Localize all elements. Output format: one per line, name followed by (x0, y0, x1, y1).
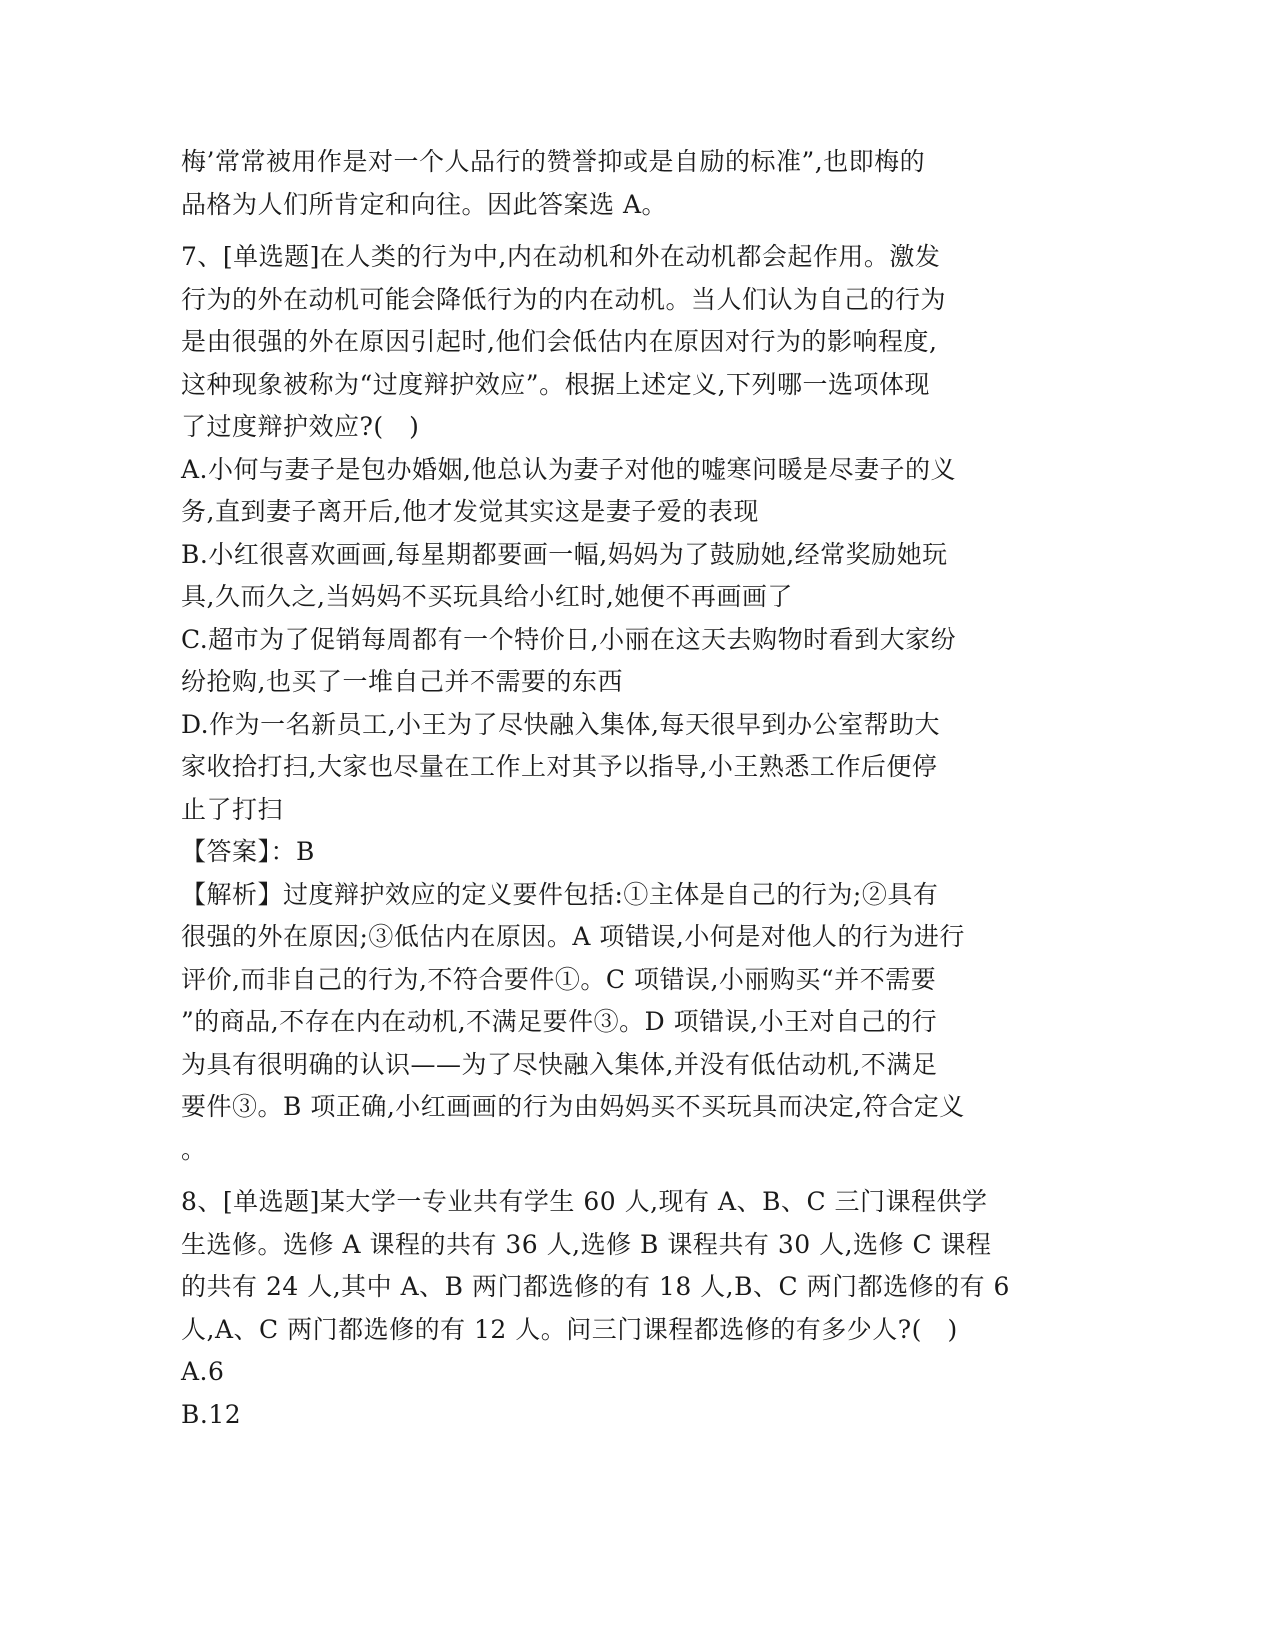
text-line: 评价,而非自己的行为,不符合要件①。C 项错误,小丽购买“并不需要 (181, 964, 937, 994)
question-7-option-d (181, 704, 1041, 832)
text-line: 人,A、C 两门都选修的有 12 人。问三门课程都选修的有多少人?( ) (181, 1314, 958, 1344)
question-8-option-a: A.6 (181, 1357, 225, 1386)
text-line: 梅’常常被用作是对一个人品行的赞誉抑或是自励的标准”,也即梅的 (181, 147, 926, 176)
text-line: 很强的外在原因;③低估内在原因。A 项错误,小何是对他人的行为进行 (181, 922, 965, 951)
text-line: D.作为一名新员工,小王为了尽快融入集体,每天很早到办公室帮助大 (181, 709, 940, 739)
text-line: 。 (181, 1134, 207, 1164)
text-line: 是由很强的外在原因引起时,他们会低估内在原因对行为的影响程度, (181, 327, 938, 356)
text-line: 品格为人们所肯定和向往。因此答案选 A。 (181, 189, 668, 219)
paragraph-gap (181, 226, 1041, 236)
question-7-analysis (181, 874, 1041, 1172)
text-line: 7、[单选题]在人类的行为中,内在动机和外在动机都会起作用。激发 (181, 242, 941, 271)
text-line: B.小红很喜欢画画,每星期都要画一幅,妈妈为了鼓励她,经常奖励她玩 (181, 539, 948, 569)
question-7-stem (181, 236, 1041, 449)
document-content (181, 141, 1041, 1436)
question-8-stem (181, 1181, 1041, 1351)
text-line: 纷抢购,也买了一堆自己并不需要的东西 (181, 667, 623, 696)
text-line: 行为的外在动机可能会降低行为的内在动机。当人们认为自己的行为 (181, 284, 947, 314)
text-line: 8、[单选题]某大学一专业共有学生 60 人,现有 A、B、C 三门课程供学 (181, 1187, 988, 1216)
previous-analysis-continuation (181, 141, 1041, 226)
text-line: 这种现象被称为“过度辩护效应”。根据上述定义,下列哪一选项体现 (181, 369, 931, 399)
question-7-option-b (181, 534, 1041, 619)
text-line: ”的商品,不存在内在动机,不满足要件③。D 项错误,小王对自己的行 (181, 1007, 938, 1036)
text-line: 为具有很明确的认识——为了尽快融入集体,并没有低估动机,不满足 (181, 1049, 938, 1079)
text-line: 生选修。选修 A 课程的共有 36 人,选修 B 课程共有 30 人,选修 C 课程 (181, 1229, 992, 1259)
question-7-option-a (181, 449, 1041, 534)
text-line: A.小何与妻子是包办婚姻,他总认为妻子对他的嘘寒问暖是尽妻子的义 (181, 454, 956, 484)
question-8 (181, 1181, 1041, 1436)
text-line: 要件③。B 项正确,小红画画的行为由妈妈买不买玩具而决定,符合定义 (181, 1092, 965, 1121)
paragraph-gap (181, 1171, 1041, 1181)
question-7-answer: 【答案】：B (181, 837, 315, 866)
text-line: 【解析】过度辩护效应的定义要件包括:①主体是自己的行为;②具有 (181, 879, 939, 909)
question-7 (181, 236, 1041, 1171)
text-line: 具,久而久之,当妈妈不买玩具给小红时,她便不再画画了 (181, 582, 793, 611)
text-line: 止了打扫 (181, 794, 284, 824)
text-line: 了过度辩护效应?( ) (181, 412, 420, 441)
question-8-option-b: B.12 (181, 1399, 242, 1429)
text-line: C.超市为了促销每周都有一个特价日,小丽在这天去购物时看到大家纷 (181, 624, 957, 654)
text-line: 的共有 24 人,其中 A、B 两门都选修的有 18 人,B、C 两门都选修的有 6 (181, 1272, 1010, 1301)
text-line: 务,直到妻子离开后,他才发觉其实这是妻子爱的表现 (181, 497, 759, 526)
question-7-option-c (181, 619, 1041, 704)
text-line: 家收拾打扫,大家也尽量在工作上对其予以指导,小王熟悉工作后便停 (181, 752, 938, 781)
